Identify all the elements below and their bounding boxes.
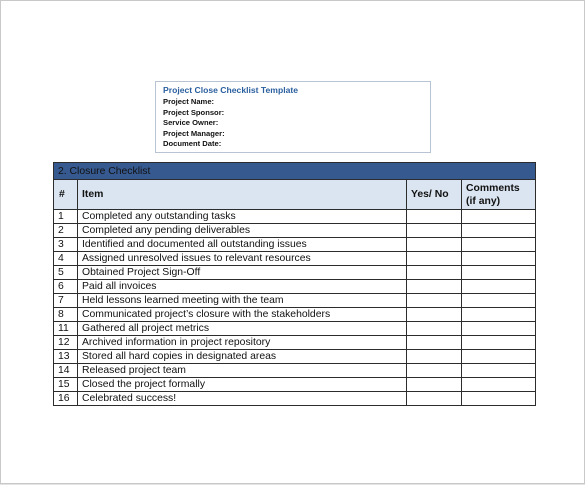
table-row	[54, 378, 536, 392]
row-number: 15	[54, 378, 78, 392]
template-header-box	[155, 81, 431, 153]
table-row	[54, 210, 536, 224]
table-row	[54, 336, 536, 350]
row-yes-no-cell[interactable]	[407, 238, 462, 252]
column-header-comments	[462, 180, 536, 210]
row-number: 2	[54, 224, 78, 238]
row-item: Communicated project’s closure with the stakeholders	[78, 308, 407, 322]
row-number: 12	[54, 336, 78, 350]
row-item: Gathered all project metrics	[78, 322, 407, 336]
column-header-yes-no: Yes/ No	[407, 180, 462, 210]
row-comments-cell[interactable]	[462, 308, 536, 322]
row-yes-no-cell[interactable]	[407, 252, 462, 266]
row-number: 4	[54, 252, 78, 266]
row-number: 11	[54, 322, 78, 336]
row-number: 6	[54, 280, 78, 294]
row-item: Completed any outstanding tasks	[78, 210, 407, 224]
row-comments-cell[interactable]	[462, 280, 536, 294]
table-row	[54, 308, 536, 322]
table-row	[54, 252, 536, 266]
comments-sublabel: (if any)	[466, 195, 501, 207]
row-item: Assigned unresolved issues to relevant resources	[78, 252, 407, 266]
column-header-number: #	[54, 180, 78, 210]
table-row	[54, 364, 536, 378]
row-item: Obtained Project Sign-Off	[78, 266, 407, 280]
row-yes-no-cell[interactable]	[407, 364, 462, 378]
row-number: 3	[54, 238, 78, 252]
template-title: Project Close Checklist Template	[163, 85, 298, 95]
row-item: Archived information in project repository	[78, 336, 407, 350]
row-yes-no-cell[interactable]	[407, 294, 462, 308]
row-yes-no-cell[interactable]	[407, 350, 462, 364]
table-row	[54, 224, 536, 238]
field-document-date: Document Date:	[163, 139, 222, 149]
section-title: 2. Closure Checklist	[54, 163, 536, 180]
row-number: 8	[54, 308, 78, 322]
row-yes-no-cell[interactable]	[407, 322, 462, 336]
row-number: 14	[54, 364, 78, 378]
column-header-row	[54, 180, 536, 210]
row-comments-cell[interactable]	[462, 392, 536, 406]
row-yes-no-cell[interactable]	[407, 266, 462, 280]
field-project-manager: Project Manager:	[163, 128, 225, 138]
table-row	[54, 238, 536, 252]
row-item: Paid all invoices	[78, 280, 407, 294]
row-number: 1	[54, 210, 78, 224]
section-header-row	[54, 163, 536, 180]
row-yes-no-cell[interactable]	[407, 392, 462, 406]
table-row	[54, 350, 536, 364]
row-comments-cell[interactable]	[462, 378, 536, 392]
row-item: Celebrated success!	[78, 392, 407, 406]
row-comments-cell[interactable]	[462, 252, 536, 266]
field-project-name: Project Name:	[163, 97, 215, 106]
table-row	[54, 266, 536, 280]
row-item: Identified and documented all outstanding issues	[78, 238, 407, 252]
table-row	[54, 392, 536, 406]
row-comments-cell[interactable]	[462, 266, 536, 280]
row-item: Released project team	[78, 364, 407, 378]
row-comments-cell[interactable]	[462, 210, 536, 224]
row-yes-no-cell[interactable]	[407, 378, 462, 392]
row-yes-no-cell[interactable]	[407, 210, 462, 224]
row-comments-cell[interactable]	[462, 224, 536, 238]
field-service-owner: Service Owner:	[163, 118, 219, 128]
row-number: 5	[54, 266, 78, 280]
row-number: 16	[54, 392, 78, 406]
row-item: Stored all hard copies in designated areas	[78, 350, 407, 364]
row-yes-no-cell[interactable]	[407, 336, 462, 350]
comments-label: Comments	[466, 182, 520, 194]
row-item: Closed the project formally	[78, 378, 407, 392]
table-row	[54, 322, 536, 336]
row-comments-cell[interactable]	[462, 322, 536, 336]
row-comments-cell[interactable]	[462, 350, 536, 364]
row-item: Held lessons learned meeting with the team	[78, 294, 407, 308]
row-number: 7	[54, 294, 78, 308]
row-comments-cell[interactable]	[462, 294, 536, 308]
row-yes-no-cell[interactable]	[407, 280, 462, 294]
row-item: Completed any pending deliverables	[78, 224, 407, 238]
closure-checklist-table	[53, 162, 536, 406]
row-comments-cell[interactable]	[462, 238, 536, 252]
table-row	[54, 294, 536, 308]
row-yes-no-cell[interactable]	[407, 224, 462, 238]
row-yes-no-cell[interactable]	[407, 308, 462, 322]
row-number: 13	[54, 350, 78, 364]
row-comments-cell[interactable]	[462, 336, 536, 350]
row-comments-cell[interactable]	[462, 364, 536, 378]
column-header-item: Item	[78, 180, 407, 210]
table-row	[54, 280, 536, 294]
field-project-sponsor: Project Sponsor:	[163, 107, 225, 117]
